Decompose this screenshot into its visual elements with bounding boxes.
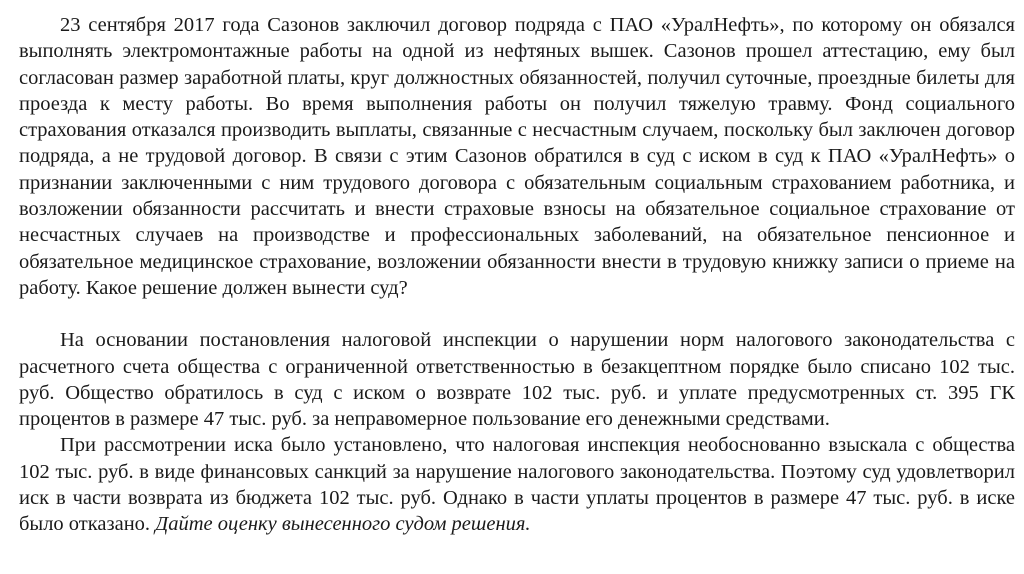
- case-2-paragraph-1: На основании постановления налоговой инспекции о нарушении норм налогового законодательства с расчетного счета общества с ограниченной ответственностью в безакцептном порядке было списано 102 тыс. руб. Общество обратилось в суд с иском о возврате 102 тыс. руб. и уплате предусмотренных ст. 395 ГК процентов в размере 47 тыс. руб. за неправомерное пользование его денежными средствами.: [19, 329, 1015, 431]
- case-1-paragraph: 23 сентября 2017 года Сазонов заключил договор подряда с ПАО «УралНефть», по которому он обязался выполнять электромонтажные работы на одной из нефтяных вышек. Сазонов прошел аттестацию, ему был согласован размер заработной платы, круг должностных обязанностей, получил суточные, проездные билеты для проезда к месту работы. Во время выполнения работы он получил тяжелую травму. Фонд социального страхования отказался производить выплаты, связанные с несчастным случаем, поскольку был заключен договор подряда, а не трудовой договор. В связи с этим Сазонов обратился в суд с иском в суд к ПАО «УралНефть» о признании заключенными с ним трудового договора с обязательным социальным страхованием работника, и возложении обязанности рассчитать и внести страховые взносы на обязательное социальное страхование от несчастных случаев на производстве и профессиональных заболеваний, на обязательное пенсионное и обязательное медицинское страхование, возложении обязанности внести в трудовую книжку записи о приеме на работу. Какое решение должен вынести суд?: [19, 14, 1015, 299]
- case-2-paragraph-2-text: При рассмотрении иска было установлено, что налоговая инспекция необоснованно взыскала с общества 102 тыс. руб. в виде финансовых санкций за нарушение налогового законодательства. Поэтому суд удовлетворил иск в части возврата из бюджета 102 тыс. руб. Однако в части уплаты процентов в размере 47 тыс. руб. в иске было отказано.: [19, 434, 1015, 536]
- case-2-paragraph-2: [19, 432, 1015, 537]
- case-2-task-question: Дайте оценку вынесенного судом решения.: [155, 513, 531, 536]
- document-body: [19, 12, 1015, 538]
